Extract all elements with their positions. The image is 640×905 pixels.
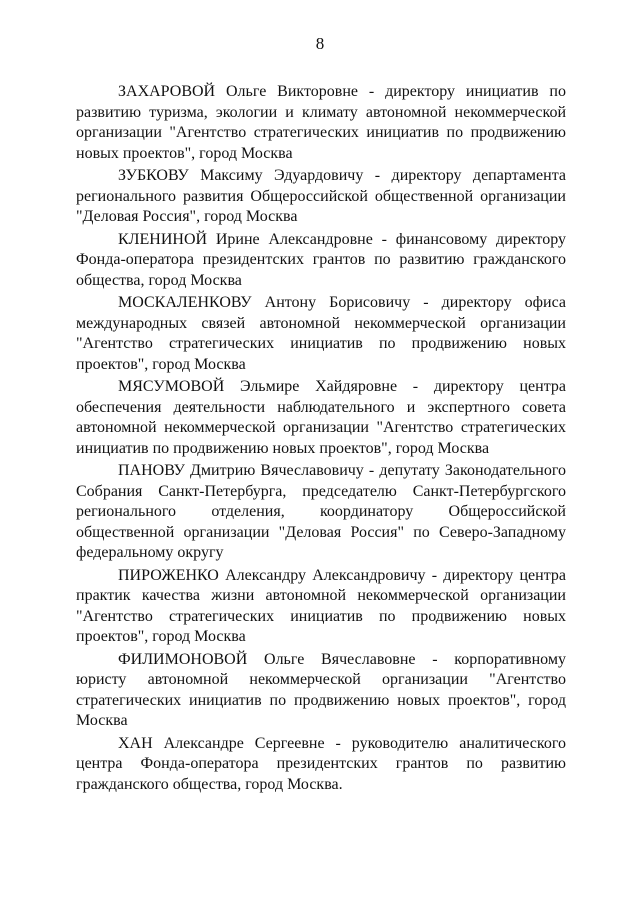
entry-paragraph: ПИРОЖЕНКО Александру Александровичу - директору центра практик качества жизни автономной некоммерческой организации "Агентство стратегических инициатив по продвижению новых проектов", город Москва: [76, 566, 566, 645]
entry-paragraph: КЛЕНИНОЙ Ирине Александровне - финансовому директору Фонда-оператора президентских грантов по развитию гражданского общества, город Москва: [76, 230, 566, 289]
entry-paragraph: ЗУБКОВУ Максиму Эдуардовичу - директору департамента регионального развития Общероссийской общественной организации "Деловая Россия", город Москва: [76, 167, 566, 225]
entry-paragraph: ХАН Александре Сергеевне - руководителю аналитического центра Фонда-оператора президентских грантов по развитию гражданского общества, город Москва.: [76, 734, 566, 793]
entry-paragraph: ПАНОВУ Дмитрию Вячеславовичу - депутату Законодательного Собрания Санкт-Петербурга, председателю Санкт-Петербургского регионального отделения, координатору Общероссийской общественной организации "Деловая Россия" по Северо-Западному федеральному округу: [76, 462, 566, 561]
entry-paragraph: МОСКАЛЕНКОВУ Антону Борисовичу - директору офиса международных связей автономной некоммерческой организации "Агентство стратегических инициатив по продвижению новых проектов", город Москва: [76, 294, 566, 373]
page-number: 8: [315, 34, 325, 53]
entry-list: [76, 82, 566, 797]
entry-paragraph: ФИЛИМОНОВОЙ Ольге Вячеславовне - корпоративному юристу автономной некоммерческой организации "Агентство стратегических инициатив по продвижению новых проектов", город Москва: [76, 650, 566, 729]
entry-paragraph: ЗАХАРОВОЙ Ольге Викторовне - директору инициатив по развитию туризма, экологии и климату автономной некоммерческой организации "Агентство стратегических инициатив по продвижению новых проектов", город Москва: [76, 83, 566, 162]
entry-paragraph: МЯСУМОВОЙ Эльмире Хайдяровне - директору центра обеспечения деятельности наблюдательного и экспертного совета автономной некоммерческой организации "Агентство стратегических инициатив по продвижению новых проектов", город Москва: [76, 378, 566, 457]
